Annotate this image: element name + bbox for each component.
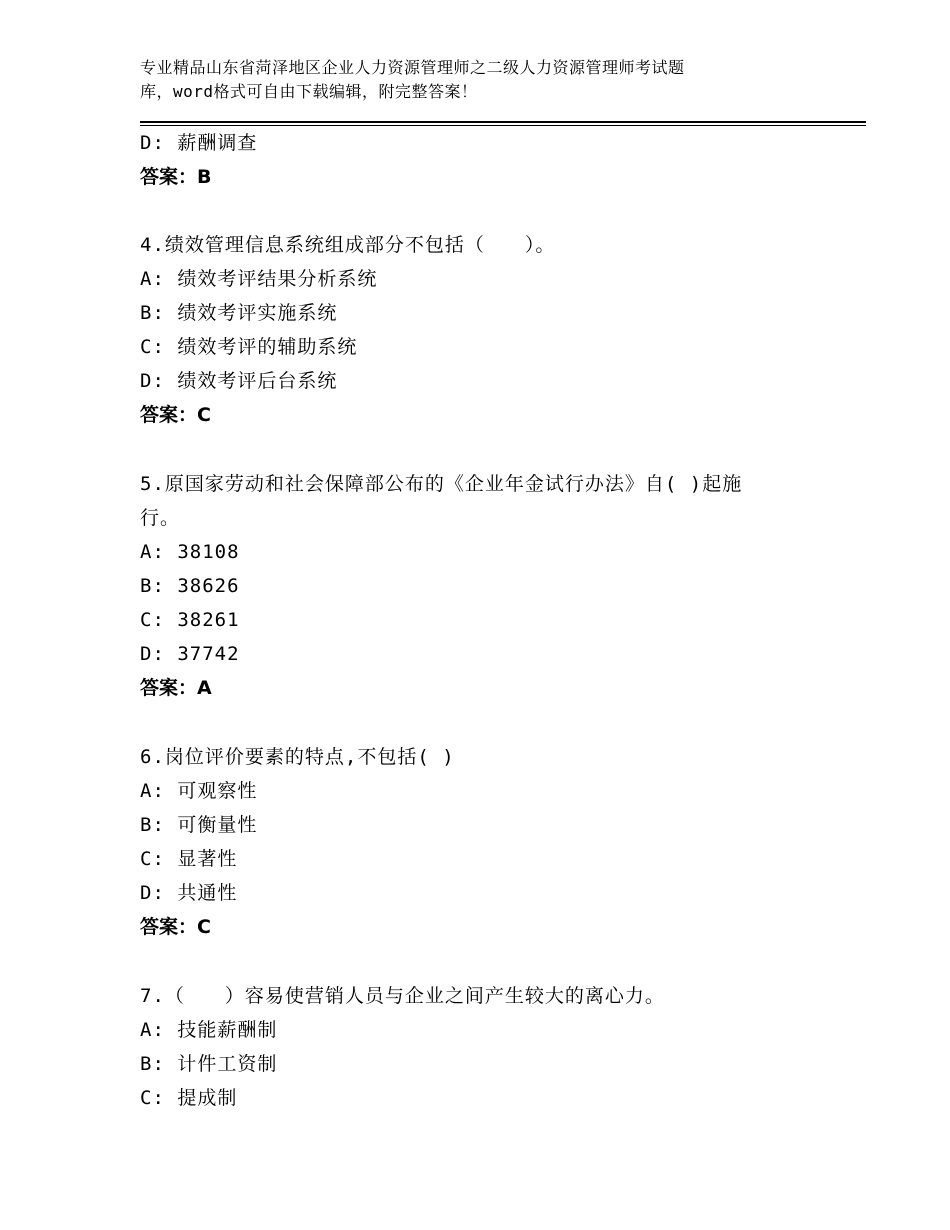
q7-option-c: C: 提成制 [140,1087,238,1109]
q6-option-d: D: 共通性 [140,882,238,904]
q5-stem-line-2: 行。 [140,507,181,529]
q4-option-d: D: 绩效考评后台系统 [140,370,338,392]
document-header [140,56,790,104]
q4-answer: 答案：C [140,404,211,426]
q5-option-d: D: 37742 [140,643,240,665]
header-rule-thick [140,121,866,123]
q4-stem: 4.绩效管理信息系统组成部分不包括（ ）。 [140,234,556,256]
q4-option-c: C: 绩效考评的辅助系统 [140,336,358,358]
q5-stem-line-1: 5.原国家劳动和社会保障部公布的《企业年金试行办法》自( )起施 [140,473,743,495]
q5-option-b: B: 38626 [140,575,240,597]
q5-answer: 答案：A [140,677,212,699]
q6-option-c: C: 显著性 [140,848,238,870]
q6-option-a: A: 可观察性 [140,780,258,802]
q5-option-a: A: 38108 [140,541,240,563]
q3-answer: 答案：B [140,166,212,188]
q7-option-a: A: 技能薪酬制 [140,1019,278,1041]
q7-stem: 7.（ ）容易使营销人员与企业之间产生较大的离心力。 [140,985,665,1007]
header-line-1: 专业精品山东省菏泽地区企业人力资源管理师之二级人力资源管理师考试题 [140,58,685,77]
q6-option-b: B: 可衡量性 [140,814,258,836]
q3-option-d: D: 薪酬调查 [140,132,258,154]
q4-option-a: A: 绩效考评结果分析系统 [140,268,378,290]
q6-stem: 6.岗位评价要素的特点,不包括( ) [140,746,455,768]
q5-option-c: C: 38261 [140,609,240,631]
q6-answer: 答案：C [140,916,211,938]
header-line-2: 库，word格式可自由下载编辑，附完整答案！ [140,82,478,101]
q7-option-b: B: 计件工资制 [140,1053,278,1075]
q4-option-b: B: 绩效考评实施系统 [140,302,338,324]
